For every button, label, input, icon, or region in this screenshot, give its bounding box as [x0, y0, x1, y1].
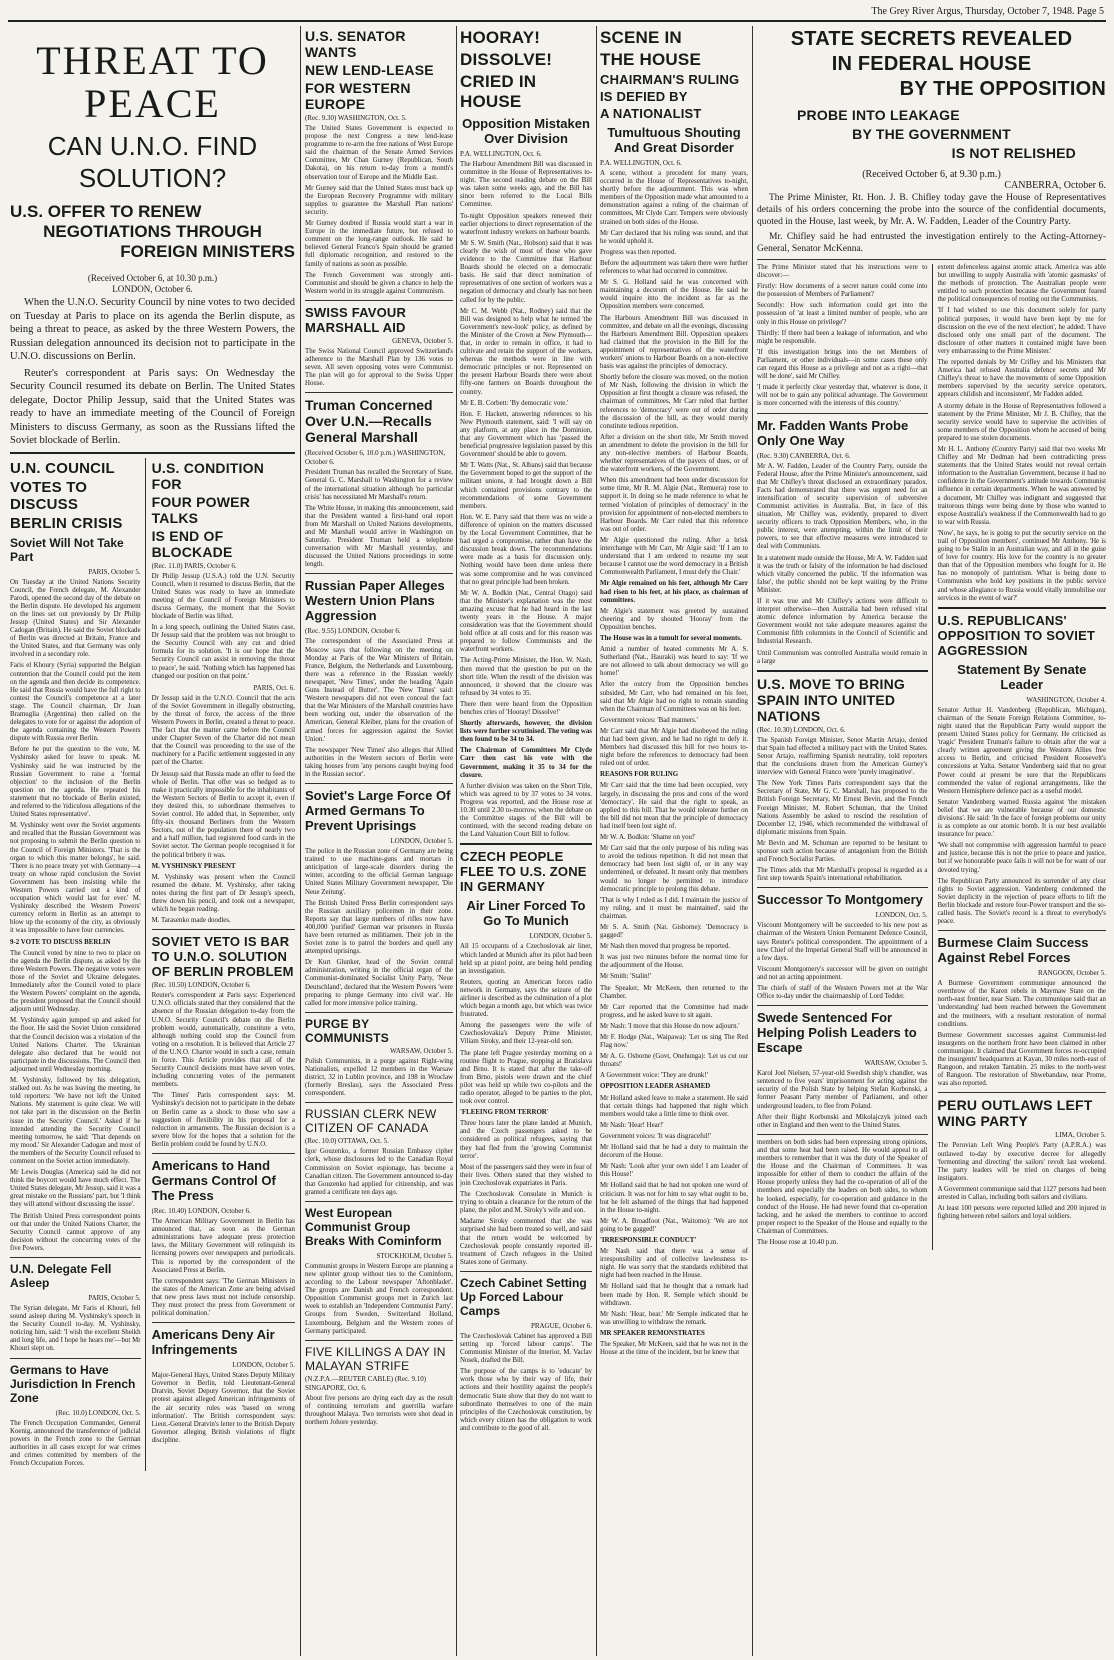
paragraph: The newspaper 'New Times' also alleges that Allied authorities in the Western sectors of Berlin were taking houses from 'any persons caught buying food in the Russian sector'. — [305, 746, 453, 778]
dateline: (Rec. 10.40) LONDON, October 6. — [151, 1207, 251, 1216]
col1-split — [10, 458, 295, 1472]
paragraph: Mr Holland asked leave to make a statement. He said that certain things had happened that night which members would take a little time to think over. — [600, 1094, 748, 1118]
section-headline: Germans to Have Jurisdiction In French Zone — [10, 1362, 136, 1405]
rule — [10, 1358, 141, 1359]
dateline: (N.Z.P.A.—REUTER CABLE) (Rec. 9.10) SINGAPORE, Oct. 6. — [305, 1374, 427, 1392]
section-headline: West European Communist Group Breaks With Cominform — [305, 1205, 442, 1248]
dateline: P.A. WELLINGTON, Oct. 6. — [460, 150, 542, 158]
paragraph: Mr Carr declared that his ruling was sound, and that he would uphold it. — [600, 229, 748, 245]
col1-right — [152, 458, 295, 1472]
paragraph: The Speaker, Mr McKeen, said that he was not in the House at the time of the incident, but he knew that — [600, 1341, 748, 1357]
paragraph: Mr C. M. Webb (Nat., Rodney) said that the Bill was designed to help what he termed 'the Government's new-look' policy, as defined by the Minister of the Crown at New Plymouth—that, in order to remain in office, it had to cultivate and retain the support of the workers, whereas the methods were in line with democratic principles or not. Represented on the present Harbour Boards there were about fifty-one farmers on Boards throughout the country. — [460, 307, 592, 396]
paragraph: Progress was then reported. — [600, 248, 677, 256]
column-3 — [460, 26, 592, 1656]
section-headline: NEW LEND-LEASE — [305, 62, 434, 78]
paragraph: Mr Nash said that there was a sense of irresponsibility and of collective lawlessness to-night. He was sorry that the standards exhibited that night had been reached in the House. — [600, 1248, 748, 1280]
subheadline: Soviet Will Not Take Part — [10, 535, 124, 564]
paragraph: Dr Philip Jessup (U.S.A.) told the U.N. Security Council, when it resumed to discuss Berlin, that the United States was ready to have an immediate meeting of the Council of Foreign Ministers to discuss Germany, the moment that the Soviet blockade of Berlin was lifted. — [151, 572, 295, 620]
section-headline: Swede Sentenced For Helping Polish Leaders to Escape — [757, 1010, 917, 1056]
dateline: (Rec. 9.30) CANBERRA, Oct. 6. — [757, 451, 851, 460]
rule — [305, 300, 453, 301]
paragraph-heading: MR SPEAKER REMONSTRATES — [600, 1329, 705, 1337]
rule — [305, 783, 453, 784]
rule — [305, 1201, 453, 1202]
paragraph: All 15 occupants of a Czechoslovak air liner, which landed at Munich after its pilot had been held up at pistol point, are being held pending an investigation. — [460, 943, 592, 975]
section-headline: CZECH PEOPLE FLEE TO U.S. ZONE IN GERMANY — [460, 849, 587, 895]
paragraph: Reuter's correspondent at Paris says: Experienced U.N.O. officials stated that they considered that the absence of the Russian delegation to-day from the U.N.O. Security Council's debate on the Berlin problem would, automatically, constitute a veto, although nothing could stop the Council from voting on a resolution. It is believed that Article 27 of the U.N.O. Charter would in such a case, remain in force. This Article provides that all of the Security Council decisions must have seven votes, including concurring votes of the permanent members. — [151, 992, 295, 1089]
rule — [757, 1005, 928, 1006]
rule — [305, 1102, 453, 1103]
paragraph: Firstly: How documents of a secret nature could come into the possession of Members of Parliament? — [757, 283, 928, 299]
column-5 — [757, 26, 1106, 1656]
section-headline: Soviet's Large Force Of Armed Germans To Prevent Uprisings — [305, 788, 451, 834]
rule — [460, 843, 592, 845]
subhead-2: NEGOTIATIONS THROUGH — [43, 222, 262, 241]
paragraph: Mr Nash: 'Hear, hear.' Mr Semple indicated that he was unwilling to withdraw the remark. — [600, 1310, 748, 1326]
paragraph: Before he put the question to the vote, M. Vyshinsky asked for leave to speak. M. Vyshinsky said he was instructed by the Russian Government to raise a 'formal objection' to the inclusion of the Berlin question on the agenda. He repeated his statement that no blockade of Berlin existed, and referred to the 'ridiculous allegations of the United States representative'. — [10, 746, 141, 819]
subhead-3: FOREIGN MINISTERS — [120, 242, 295, 261]
dateline: WARSAW, October 5. — [864, 1059, 928, 1068]
paragraph: Viscount Montgomery will be succeeded to his new post as chairman of the Western Union Permanent Defence Council, says Reuter's political correspondent. The appointment of a new Chief of the Imperial General Staff will be announced in a few days. — [757, 922, 928, 962]
paragraph: Senator Vandenberg warned Russia against 'the mistaken belief that we are vulnerable because of our domestic divisions'. He said: 'In the face of foreign problems our unity is as complete as our atomic bomb. It is our best available insurance for peace.' — [937, 798, 1106, 839]
dateline: P.A. WELLINGTON, Oct. 6. — [600, 159, 682, 167]
dateline: LONDON, October 6. — [112, 284, 193, 294]
paragraph: Mr F. Hodge (Nat., Waipawa): 'Let us sing The Red Flag now.' — [600, 1034, 748, 1050]
paragraph: 'The Times' Paris correspondent says: M. Vyshinsky's decision not to participate in the debate on Berlin came as a shock to those who saw a suggestion of flexibility in his proposal for a reduction in armaments. The Russian decision is a severe blow for the hopes that a solution for the Berlin problem could be found by U.N.O. — [151, 1092, 295, 1148]
paragraph: Faris el Khoury (Syria) supported the Belgian contention that the Council could put the item on the agenda and then decide its competence. He said that Russia would have the full right to contest the Council's competence at a later stage. The Council chairman, Dr Juan Bramuglia (Argentina) then called on the delegates to vote for or against the adoption of the agenda containing the Western Powers dispute with Russia over Berlin. — [10, 662, 141, 743]
paragraph: Mr Nash: 'Hear! Hear!' — [600, 1121, 664, 1129]
column-rule — [456, 26, 457, 1656]
headline-solution: SOLUTION? — [78, 163, 227, 193]
section-headline: A NATIONALIST — [600, 106, 702, 121]
paragraph: Mr W. A. Bodkin (Nat., Central Otago) said that the Minister's explanation was the most amazing excuse that he had heard in the last twenty years in the House. A major consideration was that the Government should hold office at all costs and for this reason was prepared to follow Communists and the waterfront workers. — [460, 589, 592, 654]
paragraph: Mr Holland said that he thought that a remark had been made by Hon. R. Semple which should be withdrawn. — [600, 1283, 748, 1307]
paragraph: 'I made it perfectly clear yesterday that, whatever is done, it will not be to gain any political advantage. The Government is more concerned with the interests of this country.' — [757, 384, 928, 408]
paragraph: Hon. F. Hackett, answering references to his New Plymouth statement, said: 'I will say on any platform, at any place in the Dominion, that any Government which has 'passed the beneficial progressive legislation passed by this Government' should be able to govern. — [460, 410, 592, 459]
paragraph: Government voices: 'It was disgraceful!' — [600, 1132, 712, 1140]
section-headline: VOTES TO DISCUSS — [10, 478, 88, 513]
paragraph: Mr Carr said that the only purpose of his ruling was to avoid the tedious repetition. It did not mean that democracy had been lost sight of, or in any way undermined, or defeated. It meant only that members would no longer be permitted to introduce democratic principle to prolong this debate. — [600, 845, 748, 893]
section-headline: U.S. SENATOR WANTS — [305, 28, 406, 60]
paragraph: Three hours later the plane landed at Munich, and the Czech passengers asked to be considered as political refugees, saying that they had fled from the 'growing Communist terror'. — [460, 1120, 592, 1160]
paragraph: The American Military Government in Berlin has announced that, as soon as the German administrations have adequate press protection laws, the Military Government will relinquish its licensing powers over newspapers and periodicals. This is reported by the correspondent of the Associated Press at Berlin. — [151, 1218, 295, 1274]
paragraph: Polish Communists, in a purge against Right-wing Nationalists, expelled 12 members in the Warsaw district, 32 in Lublin province, and 198 in Wroclaw (formerly Breslau), says the Associated Press correspondent. — [305, 1057, 453, 1098]
section-headline: Successor To Montgomery — [757, 892, 923, 908]
section-headline: FOUR POWER TALKS — [151, 493, 251, 526]
section-headline: SOVIET VETO IS BAR TO U.N.O. SOLUTION OF BERLIN PROBLEM — [151, 934, 294, 980]
paragraph: The White House, in making this announcement, said that the President wanted a first-hand oral report from Mr Marshall on United Nations developments, and Mr Marshall would arrive in Washington on Saturday. President Truman held a telephone conversation with Mr Marshall yesterday, and discussed the United Nations proceedings in some length. — [305, 504, 453, 569]
section-headline: U.N. COUNCIL — [10, 459, 115, 477]
column-1 — [10, 26, 295, 1656]
dateline: LONDON, October 5. — [390, 837, 453, 846]
paragraph: Until Communism was controlled Australia would remain in a large — [757, 649, 928, 665]
paragraph: The plane left Prague yesterday morning on a routine flight to Prague, stopping at Bratislava and Brno. It is stated that after the take-off from Brno, pistols were drawn and the chief pilot was held up while two co-pilots and the radio operator, alleged to be parties to the plot, took over control. — [460, 1049, 592, 1106]
subhead-government: BY THE GOVERNMENT — [852, 126, 1011, 142]
dateline: LONDON, October 5. — [529, 932, 592, 941]
paragraph: Mr Lewis Douglas (America) said he did not think the boycott would have much effect. The United States delegate, Mr Jessup, said it was a great mistake on the Russians' part, but 'I think they will attend without discussing the issue'. — [10, 1169, 141, 1209]
paragraph: After a division on the short title, Mr Smith moved an amendment to delete the provision in the bill for any non-elective members of Harbour Boards, whether representatives of the payers of dues, or of the waterfront workers, of the Government. — [600, 433, 748, 474]
paragraph: The Chairman of Committees Mr Clyde Carr then cast his vote with the Government, making it 35 to 34 for the closure. — [460, 747, 592, 779]
rule — [757, 887, 928, 888]
paragraph: Secondly: How such information could get into the possession of 'at least a limited number of people, who are only in this House on privilege'? — [757, 302, 928, 326]
received-line: (Received October 6, at 9.30 p.m.) — [862, 169, 1001, 180]
paragraph: M. Vyshinsky again jumped up and asked for the floor. He said the Soviet Union considered that the Council decision was a violation of the United Nations Charter. The Ukrainian delegate also declared that he would not participate in the discussions. The Council then adjourned until Wednesday morning. — [10, 1017, 141, 1073]
paragraph: Mr Algie remained on his feet, although Mr Carr had risen to his feet, at his place, as chairman of committees. — [600, 580, 748, 604]
paragraph: Mr T. Watts (Nat., St. Albans) said that because the Government hoped to get the support of the militant unions, it had brought down a Bill which contained provisions contrary to the recommendations of some Government members. — [460, 462, 592, 510]
rule — [757, 413, 928, 414]
paragraph: Before the adjournment was taken there were further references to what had occurred in committee. — [600, 259, 748, 276]
rule — [305, 392, 453, 393]
paragraph: The Acting-Prime Minister, the Hon. W. Nash, then moved that the question be put on the short title. When the result of the division was announced, it showed that the closure was refused by 34 votes to 35. — [460, 657, 592, 697]
headline-state-secrets: STATE SECRETS REVEALED — [790, 28, 1073, 50]
paragraph: 'We shall not compromise with aggression harmful to peace and justice, because this is not the price to peace and justice, but if we honourable peace fails it will not be for want of our devoted trying.' — [937, 842, 1106, 874]
paragraph: The Harbour Amendment Bill was discussed in committee in the House of Representatives to-night. The second reading debate on the Bill was taken some weeks ago, and the Bill has since been referred to the Local Bills Committee. — [460, 161, 592, 209]
section-headline: Burmese Claim Success Against Rebel Forces — [937, 935, 1089, 966]
paragraph: The Speaker, Mr McKeen, then returned to the Chamber. — [600, 984, 748, 1000]
paragraph: Among the passengers were the wife of Czechoslovakia's Deputy Prime Minister, Viliam Siroky, and their 12-year-old son. — [460, 1022, 592, 1046]
subheadline: Opposition Mistaken Over Division — [462, 116, 590, 146]
paragraph: extent defenceless against atomic attack. America was able but unwilling to supply Australia with 'atomic gasmasks' of the methods of protection. The Australian people were entitled to such protection because the Government feared the political consequences of rooting out the Communists. — [937, 264, 1106, 304]
paragraph: The reported denials by Mr Crifley and his Ministers that America had refused Australia defence secrets and Mr Chifley's threat to have the movements of some Opposition members supervised by the security service operators, appears childish and inconsistent', Mr Fadden added. — [937, 359, 1106, 399]
paragraph: At least 100 persons were reported killed and 200 injured in fighting between rebel sailors and loyal soldiers. — [937, 1205, 1106, 1221]
dateline: (Rec. 10.50) LONDON, October 6. — [151, 981, 251, 990]
paragraph: The House was in a tumult for several moments. — [600, 634, 742, 642]
subheadline: Tumultuous Shouting And Great Disorder — [607, 125, 741, 155]
paragraph: Mr Nash: 'I move that this House do now adjourn.' — [600, 1022, 740, 1030]
section-headline: U.S. REPUBLICANS' OPPOSITION TO SOVIET AGGRESSION — [937, 612, 1096, 658]
column-rule — [752, 26, 753, 1656]
dateline: RANGOON, October 5. — [1037, 969, 1106, 978]
paragraph: A scene, without a precedent for many years, occurred in the House of Representatives to-night, shortly before the adjournment. This was when members of the Opposition made what amounted to a demonstration against a ruling of the chairman of committees, Mr Clyde Carr. Tempers were obviously strained on both sides of the House. — [600, 170, 748, 226]
column-4 — [600, 26, 748, 1656]
paragraph: A Burmese Government communique announced the overthrow of the Karen rebels in Maymaw State on the north-east frontier, near Siam. The communique said that an 'understanding' had been reached between the Government and the mutineers, with a resultant restoration of normal conditions. — [937, 980, 1106, 1028]
subheadline: Air Liner Forced To Go To Munich — [466, 898, 586, 929]
paragraph: The Czechoslovak Cabinet has approved a Bill setting up 'forced labour camps'. The Communist Minister of the Interior, M. Vaclav Nosek, drafted the Bill. — [460, 1332, 592, 1365]
paragraph: In a statement made outside the House, Mr A. W. Fadden said it was the truth or falsity of the information he had disclosed which vitally concerned the public. 'If the information was false', the public should not be kept waiting by the Prime Minister. — [757, 554, 928, 594]
paragraph: Mr Bevin and M. Schuman are reported to be hesitant to sponsor such action because of antagonism from the British and French Socialist Parties. — [757, 839, 928, 864]
dateline: WARSAW, October 5. — [390, 1046, 453, 1055]
section-headline: SCENE IN — [600, 28, 682, 47]
paragraph: The Harbours Amendment Bill was discussed in committee, and debate on all the evenings, discussing the Harbours Amendment Bill. Opposition speakers had claimed that the provision in the Bill for the appointment of representatives of the waterfront workers' unions to Harbour Boards on a non-elective basis was against the principles of democracy. — [600, 314, 748, 371]
paragraph: Igor Gouzenko, a former Russian Embassy cipher clerk, whose disclosures led to the Canadian Royal Commission on Soviet espionage, has become a Canadian citizen. The Government announced to-day that Gouzenko had applied for citizenship, and was granted a certificate ten days ago. — [305, 1148, 453, 1196]
rule — [938, 607, 1107, 609]
paragraph: The Czechoslovak Consulate in Munich is trying to obtain a clearance for the return of the plane, the pilot and M. Siroky's wife and son. — [460, 1191, 592, 1215]
paragraph: M. Vyshinsky was present when the Council resumed the debate. M. Vyshinsky, after taking notes during the first part of Dr Jessup's speech, threw down his pencil, and took out a newspaper, which he began reading. — [151, 873, 295, 914]
paragraph: Mr Smith: 'Stalin!' — [600, 973, 652, 981]
section-headline: PURGE BY COMMUNISTS — [305, 1016, 389, 1045]
section-headline: U.S. CONDITION FOR — [151, 459, 265, 492]
paragraph: Major-General Hays, United States Deputy Military Governor in Berlin, told Lieutenant-General Dratvin, Soviet Deputy Governor, that the Soviet protest against alleged American infringements of the air security rules was 'based on wrong information'. The British correspondent says: Lieut.-General Dratvin's letter to the British Deputy Governor alleging British violations of flight discipline. — [151, 1372, 295, 1444]
paragraph: A Government communique said that 1127 persons had been arrested in Callao, including both sailors and civilians. — [937, 1185, 1106, 1201]
paragraph: To-night Opposition speakers renewed their earlier objections to direct representation of the waterfront industry workers on harbour boards. — [460, 212, 592, 236]
column-rule — [596, 26, 597, 1656]
paragraph: The Republican Party announced its surrender of any clear rights to Soviet aggression. Vandenberg condemned the Soviet duplicity in the rejection of peace efforts to lift the Berlin blockade and restore four-Power transport and the so-called basis. The Soviet's record is a threat to everybody's peace. — [937, 877, 1106, 926]
section-headline: Russian Paper Alleges Western Union Plans Aggression — [305, 578, 445, 624]
paragraph: The House rose at 10.40 p.m. — [757, 1238, 839, 1246]
paragraph: Hon. W. E. Parry said that there was no wide a difference of opinion on the matters discussed by the Local Government Committee, that he had urged a compromise, rather than have the discussion break down. The recommendations were made as a basis for discussion only. Nothing would have been done unless there was some compromise and he was convinced that no great principle had been broken. — [460, 513, 592, 586]
dateline: STOCKHOLM, October 5. — [376, 1251, 453, 1260]
paragraph: The French Government was strongly anti-Communist and should be given a chance to help the Western world in its struggle against Communism. — [305, 271, 453, 295]
paragraph: The chiefs of staff of the Western Powers met at the War Office to-day under the chairmanship of Lord Tedder. — [757, 985, 928, 1001]
section-headline: IS END OF BLOCKADE — [151, 527, 233, 560]
section-headline: U.N. Delegate Fell Asleep — [10, 1262, 112, 1290]
headline-peace: PEACE — [84, 81, 221, 126]
issue-date: Thursday, October 7, 1948. — [965, 6, 1075, 17]
col5-split — [757, 264, 1106, 1250]
paragraph: Burmese Government successes against Communist-led insurgents on the northern front have been claimed in other communique. It claimed that Government forces re-occupied the insurgents' headquarters at Kayan, 30 miles north-east of Rangoon, and retaken Tantabin. 25 miles to the north-west of Rangoon. The restoration of Shwebandaw, near Prome, was also reported. — [937, 1031, 1106, 1088]
dateline: GENEVA, October 5. — [392, 336, 453, 345]
rule — [305, 1012, 453, 1013]
dateline: (Rec. 9.55) LONDON, October 6. — [305, 627, 401, 636]
dateline: (Rec. 9.30) WASHINGTON, Oct. 5. — [305, 114, 407, 122]
lead-paragraph: Mr. Chifley said he had entrusted the investigation entirely to the Acting-Attorney-General, Senator McKenna. — [757, 232, 1106, 254]
dateline: PARIS, Oct. 6. — [253, 683, 295, 692]
paragraph: M. Vyshinsky went over the Soviet arguments and recalled that the Russian Government was not proposing to submit the Berlin question to the Council of Foreign Ministers. 'That is the organ to which this matter belongs', he said. 'There is no peace treaty yet with Germany—a treaty on whose rapid conclusion the Soviet Government has been insisting while the Western Powers carried out a kind of occupation which would last for ever.' M. Vyshinsky described the Western Powers' currency reform in Berlin as an attempt to blow up the economy of the city, as obviously it was impossible to have four currencies. — [10, 822, 141, 935]
paragraph-heading: 'FLEEING FROM TERROR' — [460, 1109, 549, 1117]
section-headline: Mr. Fadden Wants Probe Only One Way — [757, 417, 909, 448]
subhead-probe: PROBE INTO LEAKAGE — [797, 107, 960, 123]
rule — [938, 1092, 1107, 1093]
paragraph: Mr W. A. Broadfoot (Nat., Waitomo): 'We are not going to be gagged!' — [600, 1217, 748, 1233]
dateline: (Rec. 11.0) PARIS, October 6. — [151, 561, 237, 570]
paragraph: The Swiss National Council approved Switzerland's adherence to the Marshall Plan by 136 votes to seven. All seven opposing votes were Communist. The plan will go for approval to the Swiss Upper House. — [305, 347, 453, 388]
paragraph: Mr Carr said that Mr Algie had disobeyed the ruling that had been given, and he had no right to defy it. Members had discussed this bill for two hours to-night before the references to democracy had been ruled out of order. — [600, 727, 748, 768]
paragraph: About five persons are dying each day as the result of continuing terrorism and guerrilla warfare throughout Malaya. Two terrorists were shot dead in northern Johore yesterday. — [305, 1394, 453, 1426]
rule — [757, 1134, 928, 1135]
rule — [152, 1322, 295, 1323]
paragraph: Mr E. B. Corbett: 'By democratic vote.' — [460, 399, 569, 407]
paragraph: Mr Carr reported that the Committee had made progress, and he asked leave to sit again. — [600, 1003, 748, 1019]
section-headline: IS DEFIED BY — [600, 89, 688, 104]
dateline: PRAGUE, October 6. — [530, 1321, 592, 1330]
paragraph: Mr A. W. Fadden, Leader of the Country Party, outside the Federal House, after the Prime Minister's announcement, said that Mr Chifley's threat disclosed an extraordinary paradox. Facts had demonstrated that there was urgent need for an intensification of security supervision of subversive Communist activities in Australia. But, in face of this situation, Mr Chifley was, evidently, prepared to divert security officers to track Opposition Members, who, in the public interest, were attempting, within the limit of their powers, to see that effective measures were introduced to deal with Communists. — [757, 462, 928, 551]
dateline: LONDON, Oct. 5. — [875, 911, 928, 920]
subheadline: Statement By Senate Leader — [957, 661, 1087, 692]
lead-paragraph: When the U.N.O. Security Council by nine votes to two decided on Tuesday at Paris to place on its agenda the Berlin dispute, as being a threat to peace, as asked by the three Western Powers, the Russian delegation announced its decision not to participate in the U.N.O. discussions on Berlin. — [10, 297, 295, 362]
paragraph: In a long speech, outlining the United States case, Dr Jessup said that the problem was not brought to the Security Council with any cut and dried formula for its solution. 'It is our hope that the Security Council can assist in removing the threat to peace', he said. 'Nothing which has happened has changed our position on that point.' — [151, 624, 295, 680]
paragraph: The Prime Minister stated that his instructions were to discover:— — [757, 264, 928, 280]
section-headline: Truman Concerned Over U.N.—Recalls General Marshall — [305, 397, 433, 446]
paragraph: Thirdly: If there had been a leakage of information, and who might be responsible. — [757, 329, 928, 345]
paragraph: Shortly afterwards, however, the division lists were further scrutinised. The voting was then found to be 34 to 34. — [460, 720, 592, 744]
col1-left — [10, 458, 146, 1472]
rule — [152, 1153, 295, 1154]
dateline: LIMA, October 5. — [1055, 1131, 1106, 1140]
col5-left — [757, 264, 933, 1250]
rule — [460, 1271, 592, 1272]
paragraph: The Peruvian Left Wing People's Party (A.P.R.A.) was outlawed to-day by executive decree for allegedly 'fermenting and directing' the sailors' revolt last weekend. The party leaders will be tried on charges of being instigators. — [937, 1142, 1106, 1182]
section-headline: FOR WESTERN EUROPE — [305, 80, 411, 112]
paragraph: The French Occupation Commander, General Koenig, announced the transference of judicial powers in the French zone to the German authorities in all cases except for war crimes and crimes committed by members of the French Occupation Forces. — [10, 1419, 141, 1468]
paragraph: Mr S. W. Smith (Nat., Hobson) said that it was clearly the wish of most of those who gave evidence to the Committee that Harbour Boards should be elected on a democratic basis. He said that direct nomination of representatives of one section of workers was a negation of democracy and clearly has not been called for by the public. — [460, 239, 592, 304]
page-number: Page 5 — [1077, 6, 1104, 17]
paragraph: Mr Gurney said that the United States must back up the European Recovery Programme with military supplies to guarantee the Marshall Plan nations' security. — [305, 184, 453, 216]
dateline: LONDON, October 5. — [232, 1361, 295, 1370]
masthead-rule — [8, 20, 1106, 22]
paragraph: Amid a number of heated comments Mr A. S. Sutherland (Nat., Hauraki) was heard to say: 'If we are not allowed to talk about democracy we will go home!' — [600, 646, 748, 678]
paragraph: Mr S. G. Holland said he was concerned with maintaining a decorum of the House. He said he would inquire into the incident as far as the Opposition members were concerned. — [600, 279, 748, 311]
headline-uno: CAN U.N.O. FIND — [47, 131, 258, 161]
section-headline: FIVE KILLINGS A DAY IN MALAYAN STRIFE — [305, 1344, 446, 1373]
paragraph: Mr Carr said that the time had been occupied, very largely, in discussing the pros and cons of the word 'democracy'. He said that the right to speak, as applied to this bill. That he would tolerate further on the bill did not mean that the principle of democracy had itself been lost sight of. — [600, 782, 748, 830]
paragraph: Mr Nash: 'Look after your own side! I am Leader of this House!' — [600, 1163, 748, 1179]
section-headline: DISSOLVE! — [460, 50, 553, 69]
paragraph: 'That is why I ruled as I did. I maintain the justice of my ruling, and it must be maintained', said the chairman. — [600, 896, 748, 920]
paragraph: A Government voice: 'They are drunk!' — [600, 1072, 708, 1080]
section-headline: PERU OUTLAWS LEFT WING PARTY — [937, 1097, 1093, 1130]
paragraph: Mr Algie's statement was greeted by sustained cheering and by shouted 'Hooray' from the Opposition benches. — [600, 607, 748, 631]
paragraph: Madame Siroky commented that she was surprised she had been treated so well, and said that the return would be welcomed by Czechoslovak people constantly reported ill-treatment of Czech refugees in the United States zone of Germany. — [460, 1218, 592, 1266]
headline-federal-house: IN FEDERAL HOUSE — [831, 53, 1032, 75]
paragraph: Mr A. G. Osborne (Govt, Onehunga): 'Let us cut our throats!' — [600, 1053, 748, 1069]
paragraph: Mr W. A. Bodkin: 'Shame on you!' — [600, 834, 696, 842]
headline-opposition: BY THE OPPOSITION — [899, 78, 1106, 100]
paragraph: A further division was taken on the Short Title, which was agreed to by 37 votes to 34 votes. Progress was reported, and the House rose at 10.30 until 2.30 to-morrow, when the debate on the Committee stages of the Bill will be continued, with the second reading debate on the Land Valuation Court Bill to follow. — [460, 782, 592, 839]
paragraph: The British United Press Berlin correspondent says the Russian auxiliary policemen in their zone. Reports say that large numbers of rifles now have 400,000 'purified' German war prisoners in Russia have been returned as militiamen. Their job in the Soviet zone is to patrol the borders and quell any attempted uprisings. — [305, 899, 453, 956]
paragraph: 'If this investigation brings into the net Members of Parliament, or other individuals—in some cases these only can regard this House as a privilege and not as a right—that will be done', said Mr Chifley. — [757, 348, 928, 381]
paragraph: The United States Government is expected to propose the next Congress a new lend-lease programme to re-arm the free nations of West Europe said the chairman of the Senate Armed Services Committee, Mr Chan Gurney (Republican, South Dakota), on his return to-day from a month's observation tour of Europe and the Middle East. — [305, 125, 453, 181]
paragraph: Mr Gurney doubted if Russia would start a war in Europe in the immediate future, but refused to comment on the long-range outlook. He said he believed General Franco's Spain should be granted full diplomatic recognition, and restored to the family of nations as soon as possible. — [305, 220, 453, 268]
paragraph: Mr S. A. Smith (Nat. Gisborne): 'Democracy is gagged!' — [600, 923, 748, 940]
paragraph: members on both sides had been expressing strong opinions, and that some heat had been raised. He would appeal to all members to remember that it was the duty of the Speaker of the House and the Chairman of Committees. It was impossible for either of them to conduct the affairs of the House properly unless they had the co-operation of all of the members and especially the leaders on both sides, to whom he looked, especially, for co-operation and guidance in the conduct of the House. He had never found that co-operation lacking, and he asked the members to continue to accord proper respect to the Speaker of the House and equally to the Chairman of Committees. — [757, 1138, 928, 1235]
paragraph-heading: M. VYSHINSKY PRESENT — [151, 862, 236, 870]
paragraph: After the outcry from the Opposition benches subsided, Mr Carr, who had remained on his feet, said that Mr Algie had no right to remain standing when the Chairman of Committees was on his feet. — [600, 681, 748, 713]
column-2 — [305, 26, 453, 1656]
paragraph: When this amendment had been under discussion for some time, Mr R. M. Algie (Nat., Remuera) rose to support it. In doing so he made reference to what he termed 'violation of principles of democracy' in the provision for appointment of non-elected members to Harbour Boards. Mr Carr ruled that this reference was out of order. — [600, 477, 748, 533]
received-line: (Received October 6, at 10.30 p.m.) — [87, 273, 218, 283]
paragraph: Shortly before the closure was moved, on the motion of Mr Nash, following the division in which the Opposition at first thought a closure was refused, the chairman of committees, Mr Carr ruled that further references to 'democracy' were out of order during the discussion of the bill, as they would merely constitute tedious repetition. — [600, 374, 748, 430]
section-headline: BERLIN CRISIS — [10, 514, 123, 532]
lead-paragraph: Reuter's correspondent at Paris says: On Wednesday the Security Council resumed its debate on Berlin. The United States delegate, Doctor Philip Jessup, said that the United States was ready to have an immediate meeting of the Council of Foreign Ministers to discuss Germany, as soon as the Russians lifted the Soviet blockade of Berlin. — [10, 367, 295, 446]
section-headline: Czech Cabinet Setting Up Forced Labour Camps — [460, 1275, 587, 1318]
paragraph: Mr Algie questioned the ruling. After a brisk interchange with Mr Carr, Mr Algie said: 'If I am to understand that I am ordered to resume my seat because I cannot use the word democracy in a British Commonwealth Parliament, I must defy the Chair.' — [600, 536, 748, 577]
dateline: PARIS, October 5. — [88, 1294, 141, 1302]
paragraph-heading: REASONS FOR RULING — [600, 771, 679, 779]
dateline: CANBERRA, October 6. — [1004, 180, 1106, 191]
paragraph: Government voices: 'Bad manners.' — [600, 716, 698, 724]
paragraph: M. Vyshinsky, followed by his delegation, stalked out. As he was leaving the meeting, he told reporters: 'We have not left the United Nations. My statement is quite clear. We will not take part in the discussion on the Berlin issue in the Security Council.' Asked if he intended attending the Security Council meeting tomorrow, he said: 'That depends on my mood.' Sir Alexander Cadogan and most of the members of the Security Council refused to comment on the Soviet action immediately. — [10, 1077, 141, 1165]
paragraph: Karol Joel Nielsen, 57-year-old Swedish ship's chandler, was sentenced to five years' imprisonment for acting against the security of the Polish State by helping Stefan Korbonski, a former Peasant Party member of Parliament, and other underground leaders, to flee from Poland. — [757, 1070, 928, 1110]
paragraph: On Tuesday at the United Nations Security Council, the French delegate, M. Alexander Parodi, opened the second day of the debate on the Berlin dispute. He developed his argument on the lines set out previously by Dr Philip Jessup (United States) and Sir Alexander Cadogan (Britain). He said the Soviet blockade of Berlin was directed at Britain, France and the United States, and that Germany was only involved in a secondary role. — [10, 578, 141, 659]
paragraph: Mr Holland said that he had a duty to maintain the decorum of the House. — [600, 1144, 748, 1160]
col5-right — [938, 264, 1107, 1250]
paragraph-heading: 'IRRESPONSIBLE CONDUCT' — [600, 1236, 697, 1244]
paragraph: 'Now', he says, he is going to put the security service on the trail of Opposition members', continued Mr Anthony. 'He is going to be Stalin in an Australian way, and all in the guise of love for country. His love for the country is no greater than that of the Opposition members who fought for it. He has no monopoly of patriotism. What is being done to Communists who hold key positions in the public service and whose allegiance to Russia would vitally immobilise our services in the event of war?' — [937, 529, 1106, 602]
section-headline: Americans Deny Air Infringements — [151, 1327, 275, 1358]
paragraph: Mr Nash then moved that progress be reported. — [600, 943, 731, 951]
rule — [305, 573, 453, 574]
paragraph: A stormy debate in the House of Representatives followed a statement by the Prime Minister, Mr J. B. Chifley, that the security service would have to supervise the activities of some members of the Opposition whom he accused of being prepared to use stolen documents. — [937, 402, 1106, 442]
paragraph: Most of the passengers said they were in fear of their lives. Others stated that they wished to join Czechoslovak expatriates in Paris. — [460, 1163, 592, 1187]
dateline: WASHINGTON, October 4. — [1026, 695, 1106, 704]
paragraph: After their flight Korbonski and Mikolajczyk joined each other in England and then went to the United States. — [757, 1113, 928, 1129]
paragraph: M. Tarasenko made doodles. — [151, 917, 231, 925]
paragraph: Reuters, quoting an American forces radio network in Germany, says the seizure of the airliner is described as the culmination of a plot which began a month ago, but which was twice frustrated. — [460, 978, 592, 1019]
section-headline: U.S. MOVE TO BRING SPAIN INTO UNITED NATIONS — [757, 675, 906, 724]
rule — [757, 259, 1106, 260]
section-headline: Americans to Hand Germans Control Of The Press — [151, 1158, 276, 1204]
section-headline: THE HOUSE — [600, 50, 701, 69]
subhead-1: U.S. OFFER TO RENEW — [10, 202, 202, 221]
paragraph: The Spanish Foreign Minister, Senor Martin Artajo, denied that Spain had effected a military pact with the United States. Senor Artajo, reaffirming Spanish neutrality, told reporters that the conclusions drawn from the American Gurney's interview with General Franco were 'purely imaginative'. — [757, 736, 928, 777]
rule — [10, 452, 295, 454]
paragraph: Dr Jessup said in the U.N.O. Council that the acts of the Soviet Government in illegally obstructing, by the threat of force, the access of the three Western Powers in Berlin, created a threat to peace. The fact that the matter came before the Council under Chapter Seven of the Charter did not mean that the Council was proceeding to the use of the machinery for a Pacific settlement suggested in any part of the Charter. — [151, 694, 295, 767]
paragraph: The Council voted by nine to two to place on the agenda the Berlin dispute, as asked by the three Western Powers. The negative votes were those of the Soviet and Ukraine delegates. Immediately after the Council voted to place the Western Powers' complaint on the agenda, the president proposed that the Council should adjourn until Wednesday. — [10, 949, 141, 1014]
headline-threat: THREAT TO — [36, 38, 269, 83]
rule — [938, 930, 1107, 931]
lead-paragraph: The Prime Minister, Rt. Hon. J. B. Chifley today gave the House of Representatives details of his orders concerning the probe into the source of the confidential documents, quoted in the House, last week, by Mr. A. W. Fadden, Leader of the Country Party. — [757, 193, 1106, 227]
masthead — [871, 6, 1104, 17]
paragraph: The Times adds that Mr Marshall's proposal is regarded as a first step towards Spain's international rehabilitation. — [757, 867, 928, 883]
dateline: (Received October 6, 10.0 p.m.) WASHINGTON, October 6. — [305, 449, 446, 467]
paragraph: The British United Press correspondent points out that under the United Nations Charter, the Security Council cannot approve of any decision without the concurring votes of the five Powers. — [10, 1212, 141, 1252]
paragraph: Dr Kurt Glunker, head of the Soviet central administration, writing in the official organ of the Communist-dominated Socialist Unity Party, 'Neue Deutschland', declared that the Western Powers 'were preparing to plunge Germany into civil war'. He called for more intensive police training. — [305, 959, 453, 1007]
dateline: PARIS, October 5. — [88, 567, 141, 576]
paragraph: The correspondent of the Associated Press at Moscow says that following on the meeting on Monday at Paris of the War Ministers of Britain, France, Belgium, the Netherlands and Luxembourg, there was a reference in the Russian weekly newspaper, 'New Times', under the heading 'Again Guns Instead of Butter'. The 'New Times' said: 'Western newspapers did not even conceal the fact that the War Ministers of the Marshall countries have been working out, under the observation of the American, General Kleiber, plans for the creation of armed forces for aggression against the Soviet Union.' — [305, 638, 453, 743]
paragraph: The New York Times Paris correspondent says that the Secretary of State, Mr G. C. Marshall, has proposed to the British Foreign Secretary, Mr Ernest Bevin, and the French Foreign Minister, M. Robert Schuman, that the United Nations Assembly be asked to rescind the resolution of December 12, 1946, which recommended the withdrawal of diplomatic missions from Spain. — [757, 780, 928, 836]
paragraph: 'If I had wished to use this document solely for party political purposes, it would have been kept by me for discussion on the eve of the next election', he added. 'I have disclosed only one small part of the document. The disclosure of other matters it contained might have been very embarrassing to the Prime Minister.' — [937, 307, 1106, 355]
paper-name: The Grey River Argus, — [871, 6, 963, 17]
section-headline: HOORAY! — [460, 28, 541, 47]
rule — [757, 670, 928, 672]
paragraph-heading: 9-2 VOTE TO DISCUSS BERLIN — [10, 938, 111, 946]
dateline: (Rec. 10.30) LONDON, Oct. 6. — [757, 725, 846, 734]
paragraph: Mr Holland said that he had not spoken one word of criticism. It was not for him to say what ought to be, but he felt ashamed of the things that had happened in the House to-night. — [600, 1182, 748, 1214]
rule — [305, 1340, 453, 1341]
paragraph: The purpose of the camps is to 'educate' by work those who by their way of life, their actions and their hostility against the people's democratic State show that they do not want to subordinate themselves to one of the main principles of the Czechoslovak constitution, by which every citizen has the obligation to work and contribute to the good of all. — [460, 1368, 592, 1432]
paragraph: Communist groups in Western Europe are planning a new splinter group without ties to the Cominform, according to the Labour newspaper 'Aftonbladet'. The groups are Danish and French correspondent. Opposition Communist groups met in Zurich last week to establish an 'Independent Communist Party'. Groups from Sweden, Switzerland Holland, Luxembourg, Belgium and the Western zones of Germany participated. — [305, 1262, 453, 1335]
rule — [10, 1257, 141, 1258]
paragraph: Senator Arthur H. Vandenberg (Republican, Michigan), chairman of the Senate Foreign Relations Committee, to-night stated that the Republican Party would support the present United States policy for Germany. He criticised as 'tragic' President Truman's failure to obtain after the war a clearly written agreement giving the Western Allies free access to Berlin, and criticised President Roosevelt's concessions at Yalta. Senator Vandenberg said that no great Power could at present be sure that the Republicans commended the value of regional arrangements, like the Western Hemisphere defence pact as a useful model. — [937, 706, 1106, 795]
paragraph: It was just two minutes before the normal time for the adjournment of the House. — [600, 954, 748, 970]
dateline: (Rec. 10.0) OTTAWA, Oct. 5. — [305, 1137, 389, 1146]
section-headline: SWISS FAVOUR MARSHALL AID — [305, 304, 407, 335]
section-headline: CHAIRMAN'S RULING — [600, 72, 740, 87]
paragraph: President Truman has recalled the Secretary of State, General G. C. Marshall to Washington for a review of the international situation although 'no particular crisis' has necessitated Mr Marshall's return. — [305, 469, 453, 501]
section-headline: CRIED IN HOUSE — [460, 72, 537, 111]
paragraph: If it was true and Mr Chifley's actions were difficult to interpret otherwise—then Australia had been refused vital atomic defence information by America because the Government would not take adequate measures against the Communist fifth columnists in the Council of Scientific and Industrial Research. — [757, 598, 928, 646]
paragraph: The Syrian delegate, Mr Faris el Khouri, fell sound asleep during M. Vyshinsky's speech in the Security Council to-day. M. Vyshinsky, noticing him, said: 'I wish the excellent Sheikh and long life, and I hope he hears me'—but Mr Khouri slept on. — [10, 1305, 141, 1353]
paragraph: Viscount Montgomery's successor will be given on outright and not an acting appointment. — [757, 965, 928, 981]
paragraph: There then were heard from the Opposition benches cries of 'Hooray! Dissolve!' — [460, 700, 592, 716]
paragraph: The correspondent says: 'The German Ministers in the states of the American Zone are being advised that new press laws must not include censorship. They must protect the press from Government or political domination.' — [151, 1277, 295, 1318]
section-headline: RUSSIAN CLERK NEW CITIZEN OF CANADA — [305, 1107, 437, 1136]
subhead-not-relished: IS NOT RELISHED — [951, 145, 1076, 161]
paragraph-heading: OPPOSITION LEADER ASHAMED — [600, 1083, 711, 1091]
rule — [152, 929, 295, 930]
paragraph: Dr Jessup said that Russia made an offer to feed the whole of Berlin. That offer was so hedged as to make it practically impossible for the inhabitants of the Western Sectors of Berlin to accept it, even if they desired this, to subordinate themselves to Soviet control. He added that, in September, only fifty-six thousand Berliners from the Western Sectors, out of the population there of nearly two and a half million, had registered food cards in the Soviet sector. The German people recognised it for the political bribery it was. — [151, 770, 295, 859]
dateline: (Rec. 10.0) LONDON, Oct. 5. — [55, 1408, 141, 1417]
paragraph: The police in the Russian zone of Germany are being trained to use machine-guns and mortars in anticipation of large-scale disorders during the winter, according to the official German language United States Military Government newspaper, 'Die Neue Zeitung'. — [305, 848, 453, 896]
column-rule — [300, 26, 301, 1656]
paragraph: Mr H. L. Anthony (Country Party) said that two weeks Mr Chifley and Mr Dedman had been contradicting press statements that the United States would not reveal certain information to the Australian Government, because it had no confidence in the Government's attitude towards Communist influence in certain departments. When he was answered by a document, Mr Chifley was indignant and suggested that traitorous things were being done by those who wanted to expose Australia's weakness if the Commonwealth had to go to war with Russia. — [937, 445, 1106, 526]
